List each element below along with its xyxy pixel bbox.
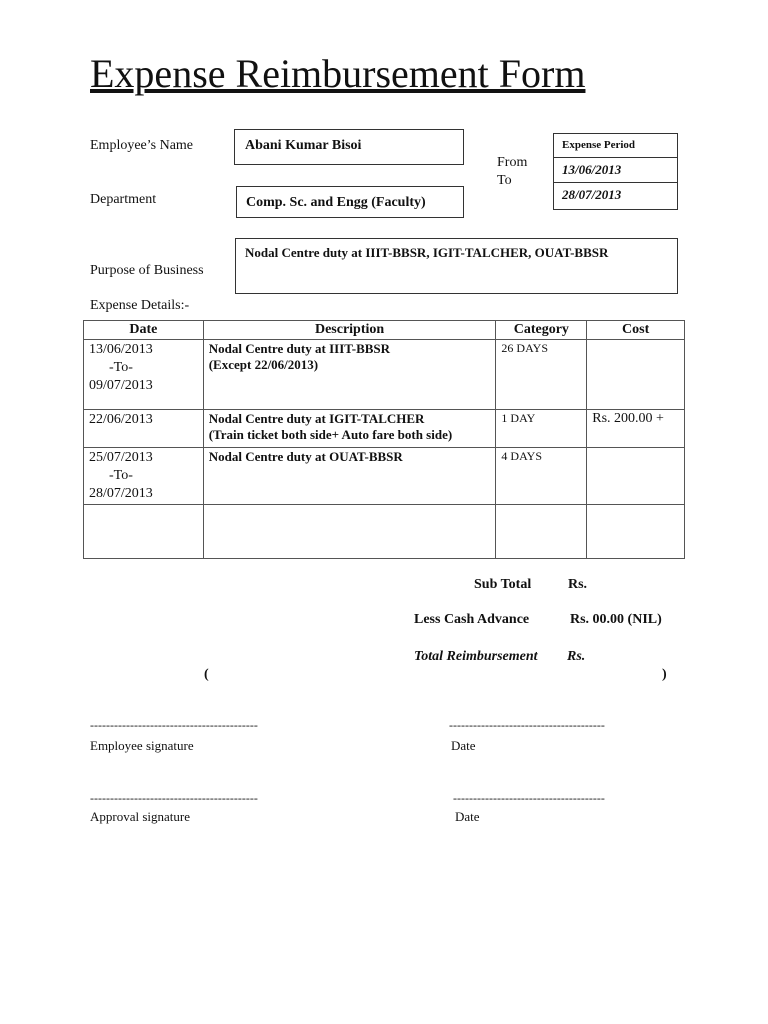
row-date-cell[interactable] bbox=[84, 448, 204, 505]
row-date-cell[interactable] bbox=[84, 505, 204, 559]
page-title: Expense Reimbursement Form bbox=[90, 51, 586, 96]
date-line: 13/06/2013 bbox=[89, 342, 153, 357]
row-date-cell[interactable] bbox=[84, 410, 204, 448]
cash-advance-label: Less Cash Advance bbox=[414, 612, 530, 627]
column-header-category: Category bbox=[496, 321, 587, 340]
from-label: From bbox=[497, 155, 528, 170]
total-reimbursement-value[interactable]: Rs. bbox=[567, 649, 586, 664]
to-label: To bbox=[497, 173, 512, 188]
date-line: 09/07/2013 bbox=[89, 378, 153, 393]
expense-period-header: Expense Period bbox=[554, 134, 677, 158]
purpose-field[interactable] bbox=[235, 238, 678, 294]
purpose-value: Nodal Centre duty at IIIT-BBSR, IGIT-TALCHER, OUAT-BBSR bbox=[245, 245, 609, 260]
row-date-cell[interactable] bbox=[84, 340, 204, 410]
table-header-row bbox=[84, 321, 685, 340]
table-row bbox=[84, 410, 685, 448]
amount-in-words-close-paren: ) bbox=[662, 667, 667, 682]
approval-date-label: Date bbox=[455, 809, 480, 824]
row-cost-cell[interactable] bbox=[587, 505, 685, 559]
approval-date-line[interactable]: -------------------------------------- bbox=[453, 791, 605, 805]
row-category-cell[interactable]: 4 DAYS bbox=[496, 448, 587, 505]
employee-signature-label: Employee signature bbox=[90, 738, 194, 753]
cash-advance-value[interactable]: Rs. 00.00 (NIL) bbox=[570, 612, 662, 627]
department-label: Department bbox=[90, 192, 157, 207]
description-line: Nodal Centre duty at IIIT-BBSR bbox=[208, 341, 391, 356]
row-category-cell[interactable] bbox=[496, 505, 587, 559]
expense-details-label: Expense Details:- bbox=[90, 298, 190, 313]
table-row bbox=[84, 505, 685, 559]
description-line: Nodal Centre duty at IGIT-TALCHER bbox=[208, 411, 425, 426]
subtotal-value[interactable]: Rs. bbox=[568, 577, 588, 592]
employee-signature-line[interactable]: ------------------------------------------ bbox=[90, 718, 258, 732]
table-row bbox=[84, 340, 685, 410]
description-line: Nodal Centre duty at OUAT-BBSR bbox=[208, 449, 403, 464]
date-line: 25/07/2013 bbox=[89, 450, 153, 465]
employee-name-value: Abani Kumar Bisoi bbox=[245, 138, 362, 153]
description-line: (Except 22/06/2013) bbox=[208, 357, 319, 372]
employee-date-label: Date bbox=[451, 738, 476, 753]
amount-in-words-open-paren: ( bbox=[204, 667, 209, 682]
description-line: (Train ticket both side+ Auto fare both side) bbox=[208, 427, 453, 442]
table-row bbox=[84, 448, 685, 505]
purpose-label: Purpose of Business bbox=[90, 263, 204, 278]
employee-name-label: Employee’s Name bbox=[90, 138, 194, 153]
period-to-value[interactable]: 28/07/2013 bbox=[562, 187, 622, 202]
row-category-cell[interactable]: 26 DAYS bbox=[496, 340, 587, 410]
date-line: -To- bbox=[109, 360, 133, 375]
row-cost-cell[interactable]: Rs. 200.00 + bbox=[587, 410, 685, 448]
department-value: Comp. Sc. and Engg (Faculty) bbox=[246, 195, 426, 210]
department-field[interactable] bbox=[236, 186, 464, 218]
row-description-cell[interactable] bbox=[203, 340, 496, 410]
row-description-cell[interactable] bbox=[203, 448, 496, 505]
expense-period-box bbox=[553, 133, 678, 210]
subtotal-label: Sub Total bbox=[474, 577, 532, 592]
column-header-cost: Cost bbox=[587, 321, 685, 340]
row-category-cell[interactable]: 1 DAY bbox=[496, 410, 587, 448]
period-from-value[interactable]: 13/06/2013 bbox=[554, 158, 677, 183]
row-cost-cell[interactable] bbox=[587, 448, 685, 505]
approval-signature-label: Approval signature bbox=[90, 809, 191, 824]
employee-date-line[interactable]: --------------------------------------- bbox=[449, 718, 605, 732]
row-description-cell[interactable] bbox=[203, 410, 496, 448]
column-header-description: Description bbox=[203, 321, 496, 340]
total-reimbursement-label: Total Reimbursement bbox=[414, 649, 538, 664]
column-header-date: Date bbox=[84, 321, 204, 340]
date-line: 28/07/2013 bbox=[89, 486, 153, 501]
row-cost-cell[interactable] bbox=[587, 340, 685, 410]
date-line: -To- bbox=[109, 468, 133, 483]
date-line: 22/06/2013 bbox=[89, 412, 153, 427]
employee-name-field[interactable] bbox=[234, 129, 464, 165]
approval-signature-line[interactable]: ------------------------------------------ bbox=[90, 791, 258, 805]
expense-table bbox=[83, 320, 685, 559]
row-description-cell[interactable] bbox=[203, 505, 496, 559]
